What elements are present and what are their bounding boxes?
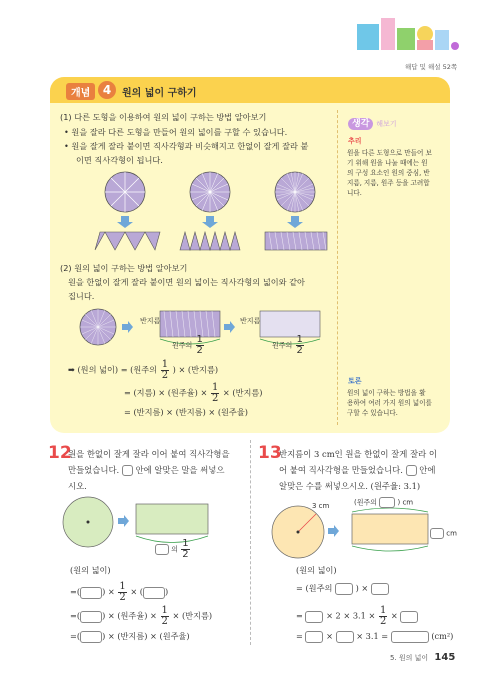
concept-label: 개념 bbox=[66, 83, 95, 100]
p13-blank-5[interactable] bbox=[305, 631, 323, 643]
p13-blank-2[interactable] bbox=[371, 583, 389, 595]
sec1-line1: • 원을 잘라 다른 도형을 만들어 원의 넓이를 구할 수 있습니다. bbox=[64, 127, 288, 137]
p12-blank-4[interactable] bbox=[80, 631, 102, 643]
circle-16-slices bbox=[190, 172, 230, 212]
p13-side-label: cm bbox=[430, 528, 457, 539]
answer-note: 해답 및 해설 52쪽 bbox=[405, 63, 458, 71]
circ-half-label-1: 원주의 $\frac{1}{2}$ bbox=[172, 334, 203, 356]
p13-blank-4[interactable] bbox=[400, 611, 418, 623]
sec1-line3: 이면 직사각형이 됩니다. bbox=[76, 155, 163, 165]
problem-12-ans-title: (원의 넓이) bbox=[70, 565, 111, 575]
footer bbox=[390, 652, 455, 663]
note-text: 원의 넓이 구하는 방법을 활 용하여 여러 가지 원의 넓이를 구할 수 있습니다. bbox=[347, 389, 432, 417]
header-illustration bbox=[355, 12, 465, 60]
think-title: 생각 해보기 bbox=[348, 116, 397, 129]
sec2-title: (2) 원의 넓이 구하는 방법 알아보기 bbox=[60, 263, 188, 273]
p13-side-blank[interactable] bbox=[430, 528, 444, 539]
footer-chapter: 5. 원의 넓이 bbox=[390, 654, 429, 662]
formula-3: = (반지름) × (반지름) × (원주율) bbox=[124, 407, 248, 417]
p12-blank-2[interactable] bbox=[143, 587, 165, 599]
problem-12-rect-label: 의 $\frac{1}{2}$ bbox=[155, 539, 191, 560]
problem-12-text: 원을 한없이 잘게 잘라 이어 붙여 직사각형을 만들었습니다. 안에 알맞은 말을 써넣으 시오. bbox=[68, 449, 230, 491]
radius-label-1: 반지름 bbox=[140, 317, 161, 325]
sec1-line2: • 원을 잘게 잘라 붙이면 직사각형과 비슷해지고 한없이 잘게 잘라 붙 bbox=[64, 141, 309, 151]
think-text: 원을 다른 도형으로 만들어 보 기 위해 원을 나눌 때에는 원 의 구성 요소인 원의 중심, 반 지름, 지름, 원주 등을 고려합 니다. bbox=[347, 149, 432, 197]
p13-blank-3[interactable] bbox=[305, 611, 323, 623]
problem-13-text: 반지름이 3 cm인 원을 한없이 잘게 잘라 이 어 붙여 직사각형을 만들었습니다. 안에 알맞은 수를 써넣으시오. (원주율: 3.1) bbox=[279, 449, 437, 491]
p13-radius-label: 3 cm bbox=[312, 502, 330, 510]
sec1-title: (1) 다른 도형을 이용하여 원의 넓이 구하는 방법 알아보기 bbox=[60, 112, 267, 122]
p12-rect-blank[interactable] bbox=[155, 544, 169, 555]
problem-12-number: 12 bbox=[48, 443, 72, 463]
sec2-line2: 집니다. bbox=[68, 291, 95, 301]
radius-label-2: 반지름 bbox=[240, 317, 261, 325]
problem-13-number: 13 bbox=[258, 443, 282, 463]
circle-8-slices bbox=[105, 172, 145, 212]
slicing-diagram bbox=[90, 170, 330, 260]
concept-title: 원의 넓이 구하기 bbox=[122, 88, 197, 99]
problem-13-diagram bbox=[268, 500, 448, 562]
p13-row3: = × × 3.1 = (cm²) bbox=[296, 631, 454, 641]
sec2-line1: 원을 한없이 잘게 잘라 붙이면 원의 넓이는 직사각형의 넓이와 같아 bbox=[68, 277, 305, 287]
p13-blank-1[interactable] bbox=[335, 583, 353, 595]
formula-1: ➡ (원의 넓이) = (원주의 $\frac{1}{2}$ ) × (반지름) bbox=[68, 359, 219, 381]
circle-32-slices bbox=[275, 172, 315, 212]
p12-row2: =( ) × (원주율) × $\frac{1}{2}$ × (반지름) bbox=[70, 605, 213, 627]
concept-number: 4 bbox=[98, 81, 116, 99]
p13-top-label: (원주의 ) cm bbox=[354, 498, 414, 507]
p12-blank-3[interactable] bbox=[80, 611, 102, 623]
formula-2: = (지름) × (원주율) × $\frac{1}{2}$ × (반지름) bbox=[124, 382, 263, 404]
circ-half-label-2: 원주의 $\frac{1}{2}$ bbox=[272, 334, 303, 356]
p13-blank-6[interactable] bbox=[336, 631, 354, 643]
p12-row3: =( ) × (반지름) × (원주율) bbox=[70, 631, 190, 641]
page-number: 145 bbox=[434, 652, 456, 663]
p12-row1: =( ) × $\frac{1}{2}$ × ( ) bbox=[70, 581, 169, 603]
think-tag: 추리 bbox=[348, 137, 362, 145]
p13-row2: = × 2 × 3.1 × $\frac{1}{2}$ × bbox=[296, 606, 418, 627]
problem-12-diagram bbox=[60, 494, 230, 554]
column-divider bbox=[250, 440, 251, 645]
note-tag: 토론 bbox=[348, 377, 362, 385]
p13-row1: = (원주의 ) × bbox=[296, 582, 389, 595]
p12-blank-1[interactable] bbox=[80, 587, 102, 599]
p13-blank-7[interactable] bbox=[391, 631, 429, 643]
p13-top-blank[interactable] bbox=[379, 497, 395, 508]
problem-13-ans-title: (원의 넓이) bbox=[296, 565, 337, 575]
